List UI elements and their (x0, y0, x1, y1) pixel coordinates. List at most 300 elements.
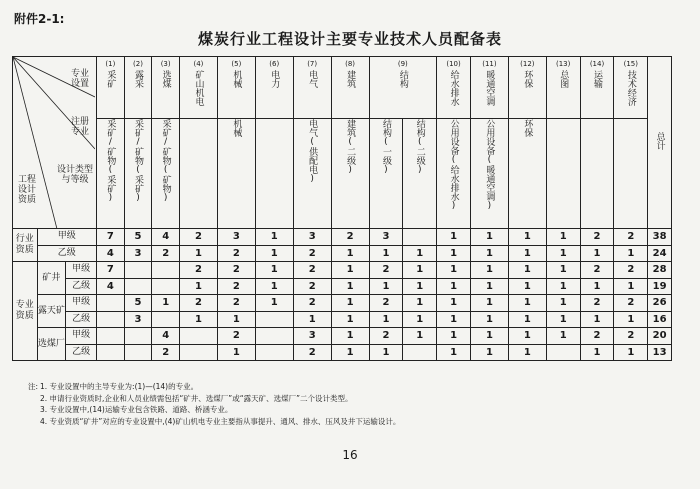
staff-count-cell (180, 328, 218, 345)
specialty-no: (1) (105, 60, 116, 68)
staff-count-cell (293, 229, 331, 246)
staff-count-cell (217, 295, 255, 312)
corner-specialty-setting: 专业设置 (70, 69, 89, 89)
staff-count-cell (217, 278, 255, 295)
table-row (13, 344, 672, 361)
staff-count-cell (648, 344, 672, 361)
staff-count: 2 (593, 330, 601, 342)
staff-count-cell (217, 229, 255, 246)
staff-count-cell (403, 229, 437, 246)
staff-count: 1 (450, 280, 458, 292)
staff-count: 2 (308, 297, 316, 309)
staff-count-cell (331, 262, 369, 279)
staff-count-cell (152, 344, 180, 361)
staff-count-cell (546, 245, 580, 262)
staff-count-cell (331, 278, 369, 295)
staff-count: 1 (559, 330, 567, 342)
staff-count-cell (648, 278, 672, 295)
registered-specialty (180, 119, 218, 229)
table-row (13, 262, 672, 279)
staff-count: 24 (652, 247, 667, 259)
staff-count-cell (508, 262, 546, 279)
staff-count: 1 (416, 264, 424, 276)
staff-count: 1 (382, 280, 390, 292)
staff-count-cell (369, 295, 403, 312)
staff-count-cell (437, 229, 471, 246)
staff-count-cell (217, 262, 255, 279)
staff-count-cell (255, 229, 293, 246)
registered-specialty (369, 119, 403, 229)
specialty-header (437, 57, 471, 119)
staff-count-cell (470, 344, 508, 361)
staff-count-cell (293, 295, 331, 312)
staff-count-cell (470, 245, 508, 262)
staff-count-cell (124, 229, 152, 246)
staff-count: 2 (308, 346, 316, 358)
staff-count-cell (97, 245, 125, 262)
staff-count: 1 (627, 313, 635, 325)
staff-count-cell (331, 245, 369, 262)
staff-count: 1 (416, 247, 424, 259)
staff-count-cell (580, 278, 614, 295)
staff-count-cell (180, 344, 218, 361)
staff-count: 2 (627, 297, 635, 309)
qualification-group-label: 专业资质 (15, 300, 34, 321)
specialty-no: (7) (307, 60, 318, 68)
registered-specialty (437, 119, 471, 229)
staff-count: 1 (450, 231, 458, 243)
staff-count-cell (293, 262, 331, 279)
staff-count-cell (180, 278, 218, 295)
staff-count-cell (614, 262, 648, 279)
staff-count-cell (546, 229, 580, 246)
staff-count-cell (255, 245, 293, 262)
staff-count-cell (217, 328, 255, 345)
staff-count: 1 (450, 247, 458, 259)
staff-count: 1 (416, 330, 424, 342)
staff-count: 2 (232, 264, 240, 276)
grade-cell (37, 229, 96, 246)
staff-count-cell (152, 295, 180, 312)
specialty-header (546, 57, 580, 119)
staff-count-cell (124, 278, 152, 295)
grade-cell (66, 328, 97, 345)
staff-count: 1 (593, 247, 601, 259)
staff-count: 1 (382, 247, 390, 259)
staff-count: 1 (485, 231, 493, 243)
staff-count-cell (369, 328, 403, 345)
specialty-no: (3) (160, 60, 171, 68)
staff-count-cell (255, 278, 293, 295)
staff-count: 1 (593, 346, 601, 358)
grade-label: 乙级 (72, 313, 91, 324)
staff-count: 1 (593, 280, 601, 292)
staff-count-cell (614, 278, 648, 295)
staff-count-cell (331, 229, 369, 246)
staff-count-cell (97, 328, 125, 345)
staff-count: 4 (106, 247, 114, 259)
staff-count: 1 (382, 313, 390, 325)
staff-count-cell (180, 311, 218, 328)
staff-count: 1 (270, 264, 278, 276)
specialty-header (97, 57, 125, 119)
staff-count: 2 (382, 297, 390, 309)
staff-count: 1 (593, 313, 601, 325)
staff-count-cell (614, 229, 648, 246)
staff-count-cell (293, 278, 331, 295)
table-row (13, 311, 672, 328)
staff-count-cell (293, 311, 331, 328)
corner-qualification: 工程设计资质 (17, 175, 36, 205)
specialty-header (180, 57, 218, 119)
staff-count: 2 (308, 264, 316, 276)
staff-count: 1 (232, 346, 240, 358)
staff-count-cell (217, 344, 255, 361)
staff-count: 1 (523, 280, 531, 292)
staff-count: 1 (450, 297, 458, 309)
staff-count: 20 (652, 330, 667, 342)
staff-count: 1 (627, 280, 635, 292)
grade-label: 甲级 (72, 297, 91, 308)
staff-count-cell (546, 278, 580, 295)
design-type (37, 262, 66, 295)
grade-label: 甲级 (72, 264, 91, 275)
staff-count-cell (152, 278, 180, 295)
staff-count: 1 (450, 313, 458, 325)
registered-specialty-text: 公用设备(暖通空调) (484, 119, 495, 211)
registered-specialty-text: 公用设备(给水排水) (448, 119, 459, 211)
staff-count: 1 (485, 330, 493, 342)
grade-cell (66, 295, 97, 312)
specialty-name: 机械 (231, 70, 242, 88)
specialty-header (293, 57, 331, 119)
staff-count-cell (97, 278, 125, 295)
staff-count-cell (124, 262, 152, 279)
design-type-label: 矿井 (42, 272, 61, 283)
staff-count: 2 (194, 231, 202, 243)
specialty-name: 运输 (592, 70, 602, 88)
staff-count: 1 (485, 264, 493, 276)
staff-count: 1 (485, 313, 493, 325)
staff-count: 2 (593, 264, 601, 276)
staff-count: 16 (652, 313, 667, 325)
specialty-no: (5) (231, 60, 242, 68)
registered-specialty-text: 建筑(二级) (345, 119, 356, 175)
staff-count: 38 (652, 231, 667, 243)
staff-count: 4 (106, 280, 114, 292)
staff-count-cell (580, 245, 614, 262)
staff-count-cell (470, 229, 508, 246)
registered-specialty-text: 环保 (522, 119, 533, 137)
staffing-table (12, 56, 672, 361)
staff-count: 1 (416, 280, 424, 292)
staff-count-cell (152, 245, 180, 262)
staff-count: 1 (270, 247, 278, 259)
grade-cell (66, 262, 97, 279)
grade-label: 乙级 (72, 280, 91, 291)
staff-count: 7 (106, 231, 114, 243)
staff-count: 2 (627, 264, 635, 276)
staff-count: 2 (308, 247, 316, 259)
specialty-header (124, 57, 152, 119)
staff-count: 2 (593, 231, 601, 243)
corner-design-type: 设计类型与等级 (57, 165, 94, 185)
staff-count: 1 (450, 330, 458, 342)
table-row (13, 245, 672, 262)
staff-count: 1 (485, 346, 493, 358)
staff-count: 1 (270, 297, 278, 309)
staff-count-cell (255, 311, 293, 328)
staff-count-cell (437, 344, 471, 361)
specialty-no: (12) (520, 60, 535, 68)
staff-count-cell (580, 328, 614, 345)
staff-count-cell (97, 344, 125, 361)
staff-count: 1 (523, 247, 531, 259)
staff-count-cell (614, 245, 648, 262)
staff-count-cell (470, 311, 508, 328)
staff-count: 1 (523, 264, 531, 276)
table-row (13, 295, 672, 312)
staff-count-cell (580, 344, 614, 361)
staff-count-cell (293, 344, 331, 361)
staff-count-cell (580, 311, 614, 328)
staff-count-cell (648, 262, 672, 279)
staff-count-cell (255, 328, 293, 345)
staff-count: 1 (627, 346, 635, 358)
specialty-name: 露采 (133, 70, 144, 88)
staff-count: 19 (652, 280, 667, 292)
registered-specialty (508, 119, 546, 229)
staff-count-cell (614, 295, 648, 312)
staff-count-cell (470, 295, 508, 312)
registered-specialty (124, 119, 152, 229)
staff-count-cell (403, 262, 437, 279)
staff-count: 1 (346, 264, 354, 276)
grade-cell (66, 311, 97, 328)
staff-count-cell (470, 278, 508, 295)
registered-specialty (152, 119, 180, 229)
staff-count: 5 (134, 297, 142, 309)
specialty-name: 选煤 (160, 70, 171, 88)
staff-count-cell (546, 311, 580, 328)
staff-count: 2 (162, 346, 170, 358)
staff-count: 2 (232, 247, 240, 259)
staff-count-cell (508, 344, 546, 361)
registered-specialty-text: 机械 (231, 119, 242, 137)
design-type (37, 295, 66, 328)
staff-count: 1 (450, 346, 458, 358)
staff-count: 2 (194, 297, 202, 309)
staff-count-cell (331, 311, 369, 328)
staff-count: 1 (346, 247, 354, 259)
staff-count-cell (546, 262, 580, 279)
staff-count-cell (97, 229, 125, 246)
staff-count-cell (97, 295, 125, 312)
table-row (13, 328, 672, 345)
staff-count-cell (508, 278, 546, 295)
registered-specialty (580, 119, 614, 229)
specialty-no: (11) (482, 60, 497, 68)
note-line: 1. 专业设置中的主导专业为:(1)—(14)的专业。 (40, 382, 199, 391)
staff-count: 2 (346, 231, 354, 243)
staff-count: 1 (559, 247, 567, 259)
staff-count-cell (580, 295, 614, 312)
staff-count-cell (369, 344, 403, 361)
specialty-no: (4) (193, 60, 204, 68)
staff-count-cell (369, 245, 403, 262)
staff-count-cell (648, 295, 672, 312)
note-line: 4. 专业资质“矿井”对应的专业设置中,(4)矿山机电专业主要指从事提升、通风、排水、压风及井下运输设计。 (40, 416, 401, 426)
staff-count-cell (614, 344, 648, 361)
table-row (13, 229, 672, 246)
staff-count: 1 (308, 313, 316, 325)
specialty-header (152, 57, 180, 119)
specialty-no: (13) (556, 60, 571, 68)
registered-specialty-text: 采矿/矿物(采矿) (133, 119, 144, 203)
note-line: 3. 专业设置中,(14)运输专业包含铁路、道路、桥涵专业。 (40, 405, 233, 414)
specialty-no: (10) (446, 60, 461, 68)
staff-count: 3 (382, 231, 390, 243)
notes (28, 381, 400, 427)
staff-count-cell (180, 262, 218, 279)
grade-label: 甲级 (57, 231, 76, 242)
specialty-name: 给水排水 (448, 70, 459, 106)
staff-count-cell (470, 328, 508, 345)
specialty-no: (15) (623, 60, 638, 68)
staff-count: 1 (485, 280, 493, 292)
staff-count: 1 (523, 231, 531, 243)
staff-count: 1 (523, 346, 531, 358)
registered-specialty (331, 119, 369, 229)
staff-count: 1 (559, 280, 567, 292)
specialty-header (331, 57, 369, 119)
staff-count: 1 (485, 247, 493, 259)
specialty-header (508, 57, 546, 119)
staff-count-cell (255, 344, 293, 361)
qualification-group-label: 行业资质 (15, 234, 34, 255)
staff-count-cell (437, 295, 471, 312)
specialty-no: (9) (397, 60, 408, 68)
staff-count: 1 (627, 247, 635, 259)
staff-count: 1 (559, 313, 567, 325)
staff-count: 1 (416, 297, 424, 309)
grade-cell (66, 344, 97, 361)
staff-count: 4 (162, 231, 170, 243)
page-number: 16 (342, 448, 358, 462)
specialty-header (255, 57, 293, 119)
staff-count-cell (180, 245, 218, 262)
staff-count: 2 (162, 247, 170, 259)
specialty-name: 暖通空调 (484, 70, 495, 106)
grade-label: 乙级 (57, 247, 76, 258)
specialty-name: 采矿 (105, 70, 116, 88)
specialty-name: 矿山机电 (193, 70, 204, 106)
staff-count-cell (152, 229, 180, 246)
staff-count: 1 (416, 313, 424, 325)
staff-count-cell (546, 344, 580, 361)
staff-count: 1 (523, 313, 531, 325)
staff-count-cell (614, 311, 648, 328)
staff-count: 2 (382, 264, 390, 276)
staff-count: 2 (232, 330, 240, 342)
staff-count: 7 (106, 264, 114, 276)
staff-count-cell (97, 262, 125, 279)
staff-count-cell (255, 262, 293, 279)
staff-count-cell (437, 328, 471, 345)
specialty-header (580, 57, 614, 119)
registered-specialty-text: 电气(供配电) (307, 119, 318, 184)
corner-registered-specialty: 注册专业 (70, 117, 89, 137)
staff-count-cell (580, 262, 614, 279)
staff-count-cell (437, 311, 471, 328)
staff-count-cell (580, 229, 614, 246)
staff-count-cell (437, 278, 471, 295)
staff-count: 1 (346, 297, 354, 309)
staff-count: 26 (652, 297, 667, 309)
staff-count: 1 (523, 330, 531, 342)
staff-count-cell (508, 229, 546, 246)
registered-specialty (614, 119, 648, 229)
staff-count-cell (331, 344, 369, 361)
staff-count-cell (124, 295, 152, 312)
staff-count-cell (403, 245, 437, 262)
grade-cell (37, 245, 96, 262)
staff-count: 1 (270, 280, 278, 292)
staff-count: 2 (232, 297, 240, 309)
staff-count-cell (508, 328, 546, 345)
staff-count-cell (255, 295, 293, 312)
staff-count-cell (470, 262, 508, 279)
staff-count: 1 (382, 346, 390, 358)
staff-count-cell (152, 262, 180, 279)
design-type-label: 露天矿 (37, 305, 65, 316)
staff-count-cell (293, 245, 331, 262)
registered-specialty (293, 119, 331, 229)
staff-count-cell (648, 311, 672, 328)
staff-count: 3 (308, 330, 316, 342)
staff-count: 1 (270, 231, 278, 243)
staff-count-cell (369, 278, 403, 295)
staff-count: 1 (346, 280, 354, 292)
staff-count: 3 (134, 247, 142, 259)
staff-count: 1 (162, 297, 170, 309)
registered-specialty-text: 结构(二级) (414, 119, 425, 175)
staff-count-cell (403, 344, 437, 361)
staff-count-cell (369, 262, 403, 279)
staff-count-cell (180, 229, 218, 246)
staff-count-cell (546, 295, 580, 312)
specialty-header (369, 57, 437, 119)
staff-count-cell (648, 229, 672, 246)
staff-count: 3 (232, 231, 240, 243)
staff-count: 1 (559, 297, 567, 309)
design-type (37, 328, 66, 361)
specialty-name: 建筑 (345, 70, 356, 88)
registered-specialty (470, 119, 508, 229)
grade-cell (66, 278, 97, 295)
staff-count: 3 (308, 231, 316, 243)
staff-count-cell (217, 245, 255, 262)
staff-count: 1 (559, 231, 567, 243)
staff-count-cell (124, 328, 152, 345)
attachment-label: 附件2-1: (14, 12, 65, 26)
staff-count-cell (403, 311, 437, 328)
staff-count: 1 (346, 313, 354, 325)
staff-count-cell (180, 295, 218, 312)
registered-specialty-text: 结构(一级) (380, 119, 391, 175)
staff-count-cell (124, 344, 152, 361)
staff-count-cell (508, 295, 546, 312)
